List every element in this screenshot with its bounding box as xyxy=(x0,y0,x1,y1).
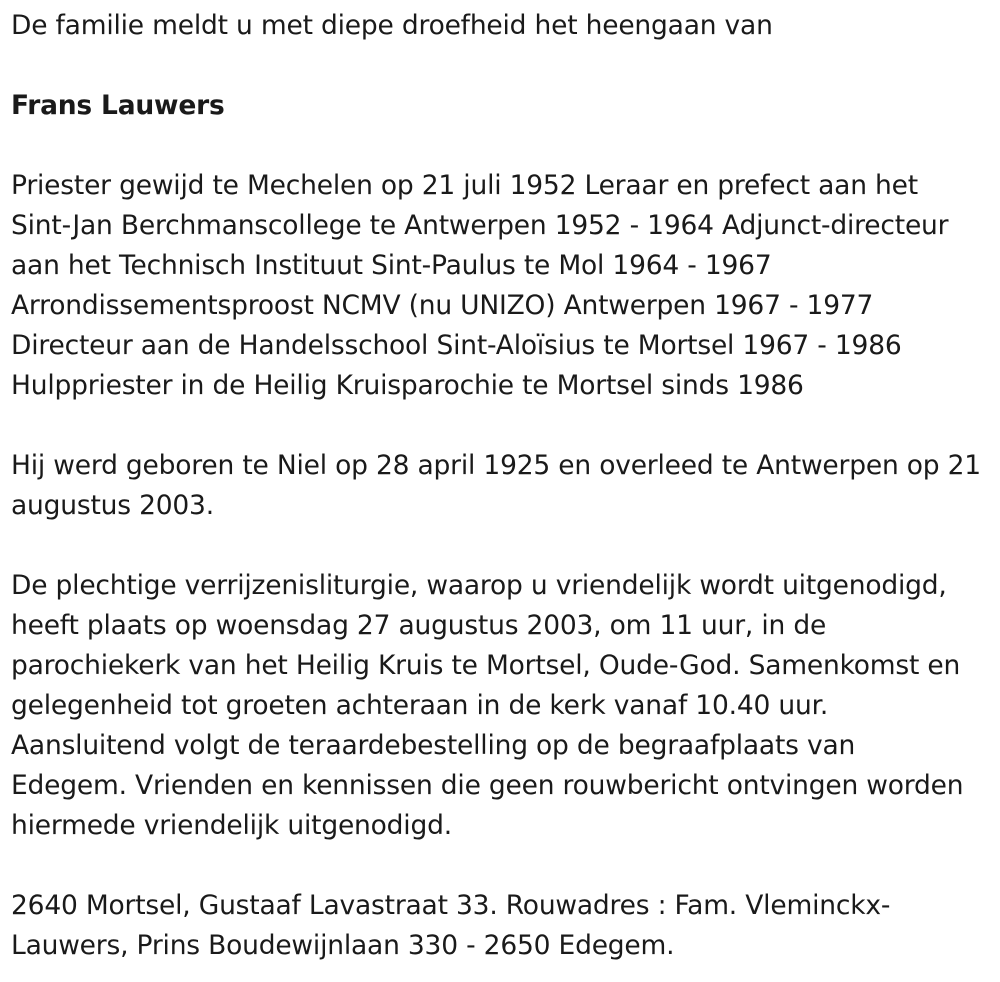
address-line: Lauwers, Prins Boudewijnlaan 330 - 2650 Edegem. xyxy=(11,930,675,961)
birth-death-line: Hij werd geboren te Niel op 28 april 1925 en overleed te Antwerpen op 21 xyxy=(11,450,981,481)
career-line: aan het Technisch Instituut Sint-Paulus te Mol 1964 - 1967 xyxy=(11,250,772,281)
address-paragraph xyxy=(11,886,990,966)
birth-death-line: augustus 2003. xyxy=(11,490,214,521)
deceased-name: Frans Lauwers xyxy=(11,90,225,121)
paragraph-gap xyxy=(11,846,990,886)
liturgy-line: heeft plaats op woensdag 27 augustus 2003, om 11 uur, in de xyxy=(11,610,827,641)
paragraph-gap xyxy=(11,46,990,86)
liturgy-line: gelegenheid tot groeten achteraan in de kerk vanaf 10.40 uur. xyxy=(11,690,829,721)
liturgy-line: hiermede vriendelijk uitgenodigd. xyxy=(11,810,452,841)
career-line: Priester gewijd te Mechelen op 21 juli 1952 Leraar en prefect aan het xyxy=(11,170,918,201)
liturgy-line: Aansluitend volgt de teraardebestelling op de begraafplaats van xyxy=(11,730,856,761)
career-line: Hulppriester in de Heilig Kruisparochie te Mortsel sinds 1986 xyxy=(11,370,804,401)
paragraph-gap xyxy=(11,406,990,446)
career-line: Arrondissementsproost NCMV (nu UNIZO) Antwerpen 1967 - 1977 xyxy=(11,290,874,321)
birth-death-paragraph xyxy=(11,446,990,526)
career-line: Directeur aan de Handelsschool Sint-Aloïsius te Mortsel 1967 - 1986 xyxy=(11,330,902,361)
address-line: 2640 Mortsel, Gustaaf Lavastraat 33. Rouwadres : Fam. Vleminckx- xyxy=(11,890,891,921)
liturgy-line: De plechtige verrijzenisliturgie, waarop u vriendelijk wordt uitgenodigd, xyxy=(11,570,947,601)
paragraph-gap xyxy=(11,126,990,166)
career-paragraph xyxy=(11,166,990,406)
liturgy-line: Edegem. Vrienden en kennissen die geen rouwbericht ontvingen worden xyxy=(11,770,964,801)
career-line: Sint-Jan Berchmanscollege te Antwerpen 1952 - 1964 Adjunct-directeur xyxy=(11,210,949,241)
intro-text: De familie meldt u met diepe droefheid het heengaan van xyxy=(11,10,773,41)
liturgy-line: parochiekerk van het Heilig Kruis te Mortsel, Oude-God. Samenkomst en xyxy=(11,650,961,681)
liturgy-paragraph xyxy=(11,566,990,846)
paragraph-gap xyxy=(11,526,990,566)
